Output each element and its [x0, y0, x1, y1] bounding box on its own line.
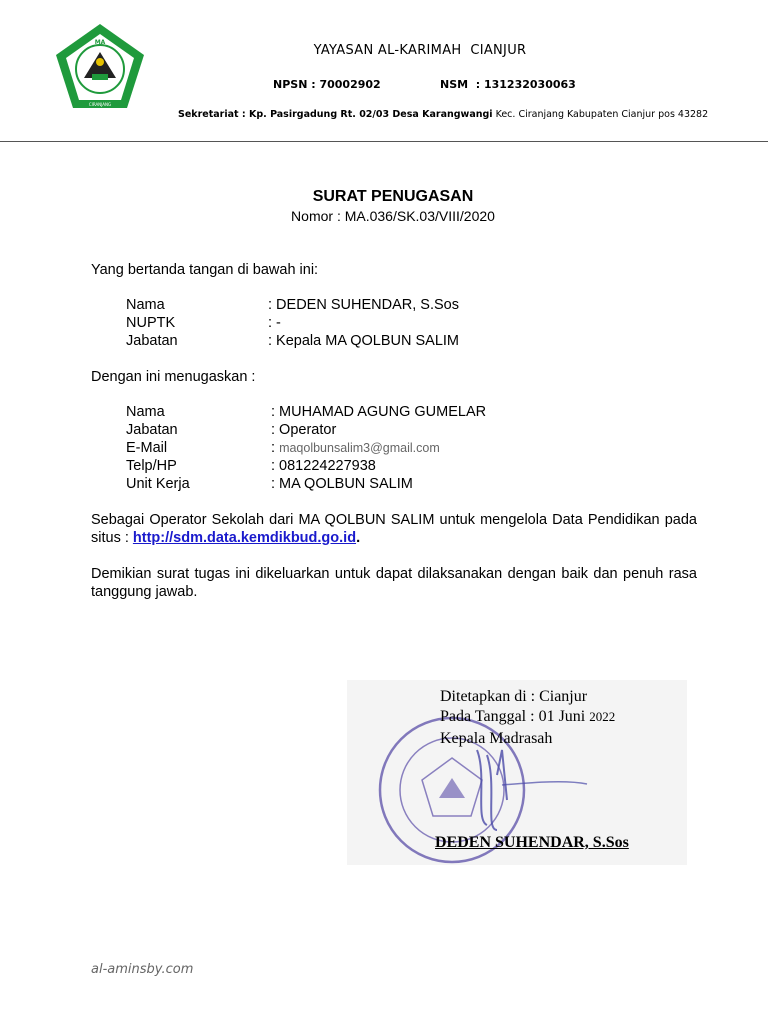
intro-text: Yang bertanda tangan di bawah ini: [91, 262, 319, 278]
field-label: Jabatan [126, 333, 178, 349]
signature-position: Kepala Madrasah [440, 730, 553, 747]
nsm-number: NSM : 131232030063 [440, 78, 576, 91]
field-label: Nama [126, 297, 165, 313]
svg-text:MA: MA [94, 39, 106, 46]
field-label: Unit Kerja [126, 476, 190, 492]
npsn-number: NPSN : 70002902 [273, 78, 381, 91]
sdm-link[interactable]: http://sdm.data.kemdikbud.go.id [132, 530, 357, 546]
secretariat-address [178, 109, 708, 120]
field-label: Telp/HP [126, 458, 177, 474]
letter-title: SURAT PENUGASAN [312, 188, 474, 205]
field-value: : MA QOLBUN SALIM [271, 476, 413, 492]
signature-area [347, 680, 687, 865]
field-value: : Operator [271, 422, 337, 438]
signature-name: DEDEN SUHENDAR, S.Sos [435, 834, 629, 851]
body-text: Sebagai Operator Sekolah dari MA QOLBUN SALIM untuk mengelola Data Pendidikan pada situs : [91, 512, 697, 546]
assign-intro-text: Dengan ini menugaskan : [91, 369, 256, 385]
watermark-text: al-aminsby.com [91, 962, 194, 977]
email-value: maqolbunsalim3@gmail.com [279, 441, 440, 455]
letter-number: Nomor : MA.036/SK.03/VIII/2020 [291, 208, 495, 224]
field-value: : MUHAMAD AGUNG GUMELAR [271, 404, 487, 420]
field-value: : DEDEN SUHENDAR, S.Sos [268, 297, 459, 313]
field-colon: : [271, 440, 280, 456]
field-value: : - [268, 315, 281, 331]
field-label: Nama [126, 404, 165, 420]
madrasah-aliyah-logo [54, 22, 146, 110]
date-year: 2022 [589, 709, 616, 724]
field-value: : Kepala MA QOLBUN SALIM [268, 333, 459, 349]
signature-place: Ditetapkan di : Cianjur [440, 688, 588, 705]
field-label: E-Mail [126, 440, 168, 456]
address-rest: Kec. Ciranjang Kabupaten Cianjur pos 43282 [492, 109, 709, 120]
svg-text:CIRANJANG: CIRANJANG [88, 102, 112, 107]
body-paragraph [91, 511, 697, 547]
date-prefix: Pada Tanggal : 01 Juni [440, 708, 586, 725]
field-value: : 081224227938 [271, 458, 376, 474]
header-divider [0, 141, 768, 142]
address-bold: Sekretariat : Kp. Pasirgadung Rt. 02/03 Desa Karangwangi [178, 109, 493, 120]
foundation-name: YAYASAN AL-KARIMAH CIANJUR [313, 43, 527, 58]
field-label: NUPTK [126, 315, 176, 331]
body-end: . [356, 530, 361, 546]
signature-date [440, 708, 615, 726]
field-label: Jabatan [126, 422, 178, 438]
closing-paragraph: Demikian surat tugas ini dikeluarkan untuk dapat dilaksanakan dengan baik dan penuh rasa tanggung jawab. [91, 566, 697, 600]
